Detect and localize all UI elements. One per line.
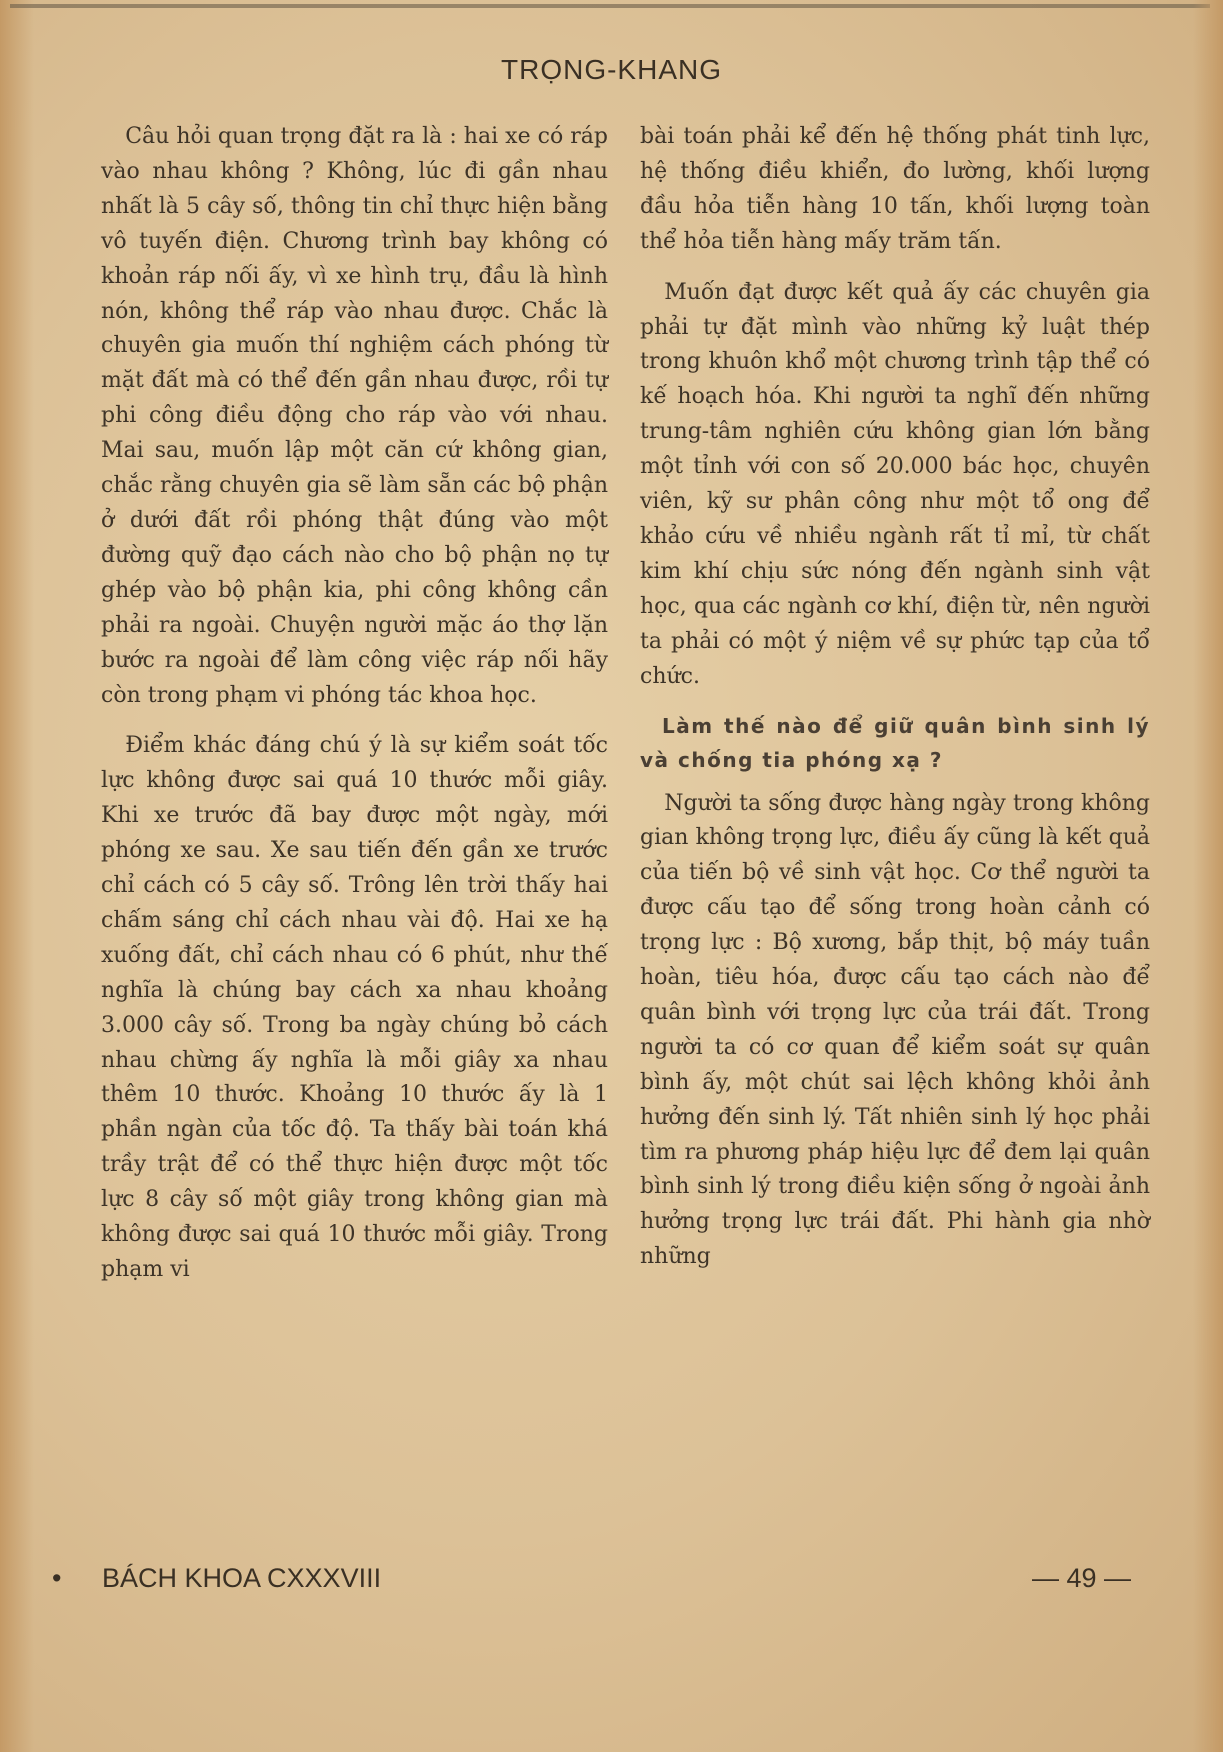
footer-bullet: • [52,1563,62,1593]
running-header: TRỌNG-KHANG [501,54,722,85]
right-paragraph-3: Người ta sống được hàng ngày trong không gian không trọng lực, điều ấy cũng là kết quả của tiến bộ về sinh vật học. Cơ thể người ta được cấu tạo để sống trong hoàn cảnh có trọng lực : Bộ xương, bắp thịt, bộ máy tuần hoàn, tiêu hóa, được cấu tạo cách nào để quân bình với trọng lực của trái đất. Trong người ta có cơ quan để kiểm soát sự quân bình ấy, một chút sai lệch không khỏi ảnh hưởng đến sinh lý. Tất nhiên sinh lý học phải tìm ra phương pháp hiệu lực để đem lại quân bình sinh lý trong điều kiện sống ở ngoài ảnh hưởng trọng lực trái đất. Phi hành gia nhờ những [640,790,1150,1270]
page-number: — 49 — [1032,1563,1132,1593]
section-subheading: Làm thế nào để giữ quân bình sinh lý và chống tia phóng xạ ? [640,713,1150,772]
right-paragraph-2: Muốn đạt được kết quả ấy các chuyên gia phải tự đặt mình vào những kỷ luật thép trong khuôn khổ một chương trình tập thể có kế hoạch hóa. Khi người ta nghĩ đến những trung-tâm nghiên cứu không gian lớn bằng một tỉnh với con số 20.000 bác học, chuyên viên, kỹ sư phân công như một tổ ong để khảo cứu về nhiều ngành rất tỉ mỉ, từ chất kim khí chịu sức nóng đến ngành sinh vật học, qua các ngành cơ khí, điện từ, nên người ta phải có một ý niệm về sự phức tạp của tổ chức. [640,279,1150,689]
top-edge-rule [10,4,1210,8]
footer-publication-title: BÁCH KHOA CXXXVIII [102,1563,382,1593]
left-paragraph-1: Câu hỏi quan trọng đặt ra là : hai xe có ráp vào nhau không ? Không, lúc đi gần nhau nhất là 5 cây số, thông tin chỉ thực hiện bằng vô tuyến điện. Chương trình bay không có khoản ráp nối ấy, vì xe hình trụ, đầu là hình nón, không thể ráp vào nhau được. Chắc là chuyên gia muốn thí nghiệm cách phóng từ mặt đất mà có thể đến gần nhau được, rồi tự phi công điều động cho ráp vào với nhau. Mai sau, muốn lập một căn cứ không gian, chắc rằng chuyên gia sẽ làm sẵn các bộ phận ở dưới đất rồi phóng thật đúng vào một đường quỹ đạo cách nào cho bộ phận nọ tự ghép vào bộ phận kia, phi công không cần phải ra ngoài. Chuyện người mặc áo thợ lặn bước ra ngoài để làm công việc ráp nối hãy còn trong phạm vi phóng tác khoa học. [101,124,608,708]
footer-publication [52,1563,381,1594]
right-paragraph-1: bài toán phải kể đến hệ thống phát tinh lực, hệ thống điều khiển, đo lường, khối lượng đầu hỏa tiễn hàng 10 tấn, khối lượng toàn thể hỏa tiễn hàng mấy trăm tấn. [640,124,1150,254]
left-column [101,120,608,1288]
right-column [640,120,1150,1275]
left-paragraph-2: Điểm khác đáng chú ý là sự kiểm soát tốc lực không được sai quá 10 thước mỗi giây. Khi xe trước đã bay được một ngày, mới phóng xe sau. Xe sau tiến đến gần xe trước chỉ cách có 5 cây số. Trông lên trời thấy hai chấm sáng chỉ cách nhau vài độ. Hai xe hạ xuống đất, chỉ cách nhau có 6 phút, như thế nghĩa là chúng bay cách xa nhau khoảng 3.000 cây số. Trong ba ngày chúng bỏ cách nhau chừng ấy nghĩa là mỗi giây xa nhau thêm 10 thước. Khoảng 10 thước ấy là 1 phần ngàn của tốc độ. Ta thấy bài toán khá trầy trật để có thể thực hiện được một tốc lực 8 cây số một giây trong không gian mà không được sai quá 10 thước mỗi giây. Trong phạm vi [101,733,608,1282]
